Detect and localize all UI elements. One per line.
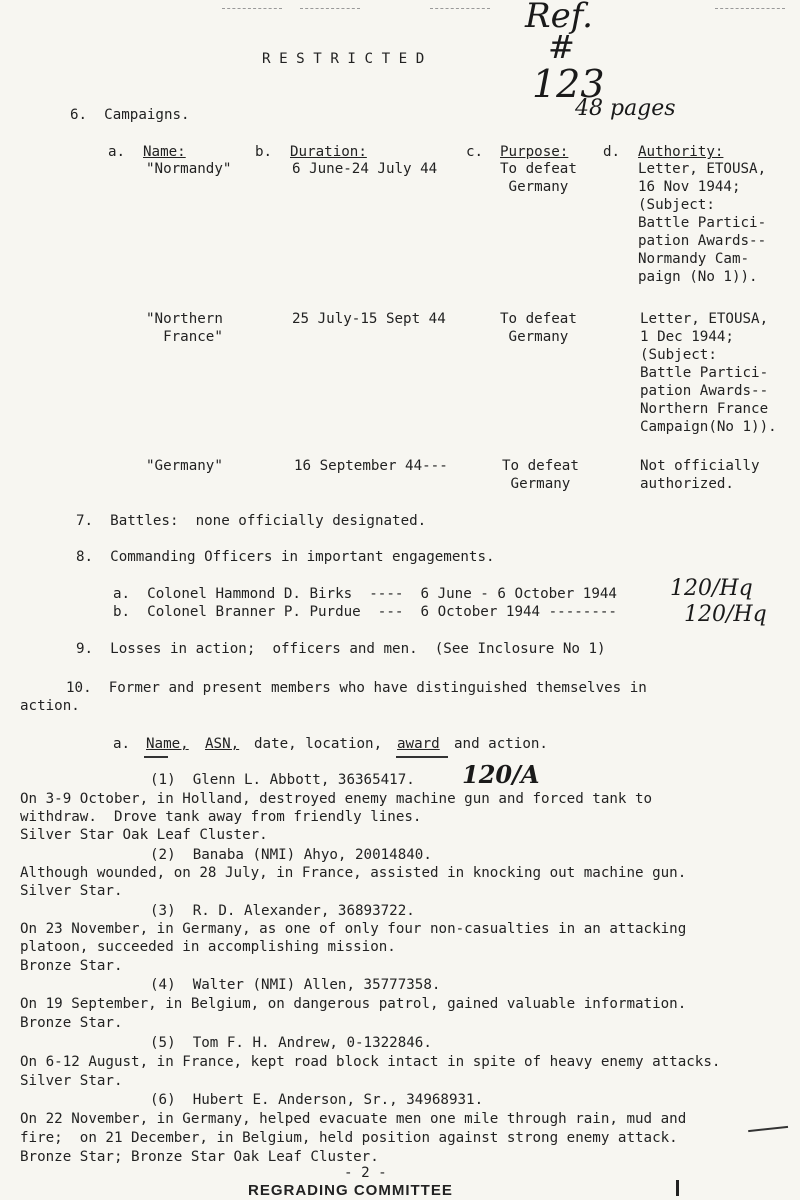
award-text: Bronze Star. (20, 958, 123, 974)
campaign-name: "Normandy" (146, 161, 232, 177)
award-heading: (2) Banaba (NMI) Ahyo, 20014840. (150, 847, 432, 863)
handwritten-unit-b: 120/Hq (684, 602, 767, 627)
award-text: On 23 November, in Germany, as one of only four non-casualties in an attacking (20, 921, 687, 937)
campaign-authority: Letter, ETOUSA, 1 Dec 1944; (Subject: Battle Partici- pation Awards-- Northern France Campaign(No 1)). (640, 311, 777, 435)
members-line-2: action. (20, 698, 80, 714)
award-heading: (6) Hubert E. Anderson, Sr., 34968931. (150, 1092, 484, 1108)
award-text: platoon, succeeded in accomplishing mission. (20, 939, 396, 955)
scan-mark (222, 8, 282, 9)
pen-scribble (396, 754, 448, 758)
campaign-duration: 6 June-24 July 44 (292, 161, 438, 177)
campaign-duration: 16 September 44--- (294, 458, 448, 474)
award-text: Although wounded, on 28 July, in France, assisted in knocking out machine gun. (20, 865, 687, 881)
pen-scribble (748, 1124, 788, 1132)
field-action: and action. (454, 736, 548, 752)
campaign-purpose: To defeat Germany (502, 458, 579, 492)
col-header-purpose: Purpose: (500, 144, 569, 160)
award-heading: (1) Glenn L. Abbott, 36365417. (150, 772, 415, 788)
campaign-authority: Not officially authorized. (640, 458, 760, 492)
campaign-authority: Letter, ETOUSA, 16 Nov 1944; (Subject: Battle Partici- pation Awards-- Normandy Cam- paign (No 1)). (638, 161, 767, 285)
handwritten-hash: # (548, 28, 575, 66)
scan-mark (715, 8, 785, 9)
campaign-duration: 25 July-15 Sept 44 (292, 311, 446, 327)
col-label-c: c. (466, 144, 484, 160)
award-text: withdraw. Drove tank away from friendly lines. (20, 809, 422, 825)
page-number: - 2 - (344, 1165, 387, 1181)
campaigns-title: 6. Campaigns. (70, 107, 190, 123)
award-text: Silver Star. (20, 1073, 123, 1089)
field-asn: ASN, (205, 736, 240, 752)
field-date-location: date, location, (254, 736, 383, 752)
campaign-purpose: To defeat Germany (500, 311, 577, 345)
scan-mark (300, 8, 360, 9)
battles-paragraph: 7. Battles: none officially designated. (76, 513, 427, 529)
col-header-authority: Authority: (638, 144, 724, 160)
handwritten-unit-abbott: 120/A (462, 760, 540, 789)
handwritten-number: 123 (532, 62, 605, 106)
officer-b: b. Colonel Branner P. Purdue --- 6 October 1944 -------- (113, 604, 617, 620)
field-name: Name, (146, 736, 189, 752)
regrading-stamp: REGRADING COMMITTEE (248, 1182, 453, 1199)
award-text: Bronze Star. (20, 1015, 123, 1031)
award-heading: (3) R. D. Alexander, 36893722. (150, 903, 415, 919)
losses-paragraph: 9. Losses in action; officers and men. (See Inclosure No 1) (76, 641, 606, 657)
field-award: award (397, 736, 440, 752)
col-header-name: Name: (143, 144, 186, 160)
campaign-name: "Northern France" (146, 311, 223, 345)
campaign-purpose: To defeat Germany (500, 161, 577, 195)
officers-title: 8. Commanding Officers in important engagements. (76, 549, 495, 565)
members-line-1: 10. Former and present members who have distinguished themselves in (66, 680, 647, 696)
handwritten-pages: 48 pages (575, 96, 676, 121)
award-text: On 6-12 August, in France, kept road block intact in spite of heavy enemy attacks. (20, 1054, 721, 1070)
award-text: Silver Star. (20, 883, 123, 899)
pen-scribble (144, 754, 168, 758)
award-heading: (5) Tom F. H. Andrew, 0-1322846. (150, 1035, 432, 1051)
handwritten-unit-a: 120/Hq (670, 576, 753, 601)
award-text: Silver Star Oak Leaf Cluster. (20, 827, 268, 843)
edge-mark (676, 1180, 679, 1196)
award-text: Bronze Star; Bronze Star Oak Leaf Cluster. (20, 1149, 379, 1165)
award-heading: (4) Walter (NMI) Allen, 35777358. (150, 977, 441, 993)
scan-mark (430, 8, 490, 9)
col-label-d: d. (603, 144, 621, 160)
award-text: fire; on 21 December, in Belgium, held position against strong enemy attack. (20, 1130, 678, 1146)
handwritten-ref: Ref. (525, 0, 593, 36)
col-label-a: a. (108, 144, 126, 160)
officer-a: a. Colonel Hammond D. Birks ---- 6 June - 6 October 1944 (113, 586, 617, 602)
campaign-name: "Germany" (146, 458, 223, 474)
award-text: On 19 September, in Belgium, on dangerous patrol, gained valuable information. (20, 996, 687, 1012)
col-header-duration: Duration: (290, 144, 367, 160)
award-text: On 22 November, in Germany, helped evacuate men one mile through rain, mud and (20, 1111, 687, 1127)
members-sub-label: a. (113, 736, 131, 752)
col-label-b: b. (255, 144, 273, 160)
award-text: On 3-9 October, in Holland, destroyed enemy machine gun and forced tank to (20, 791, 653, 807)
restricted-heading: R E S T R I C T E D (262, 51, 425, 67)
